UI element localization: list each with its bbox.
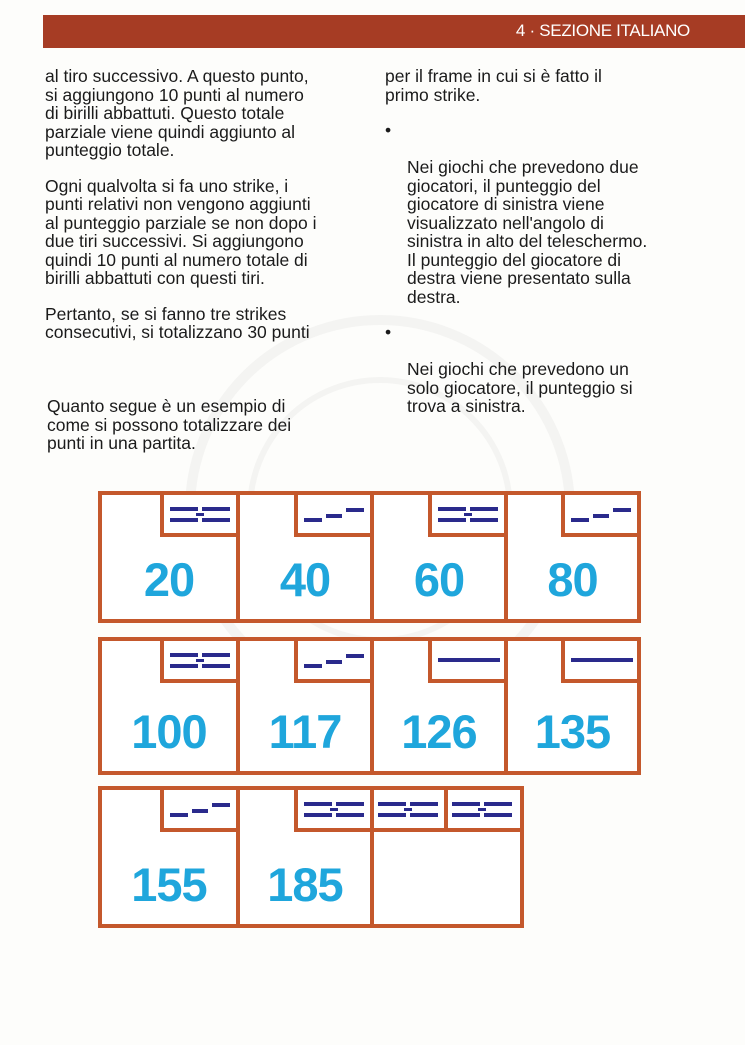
frame-cell bbox=[370, 641, 504, 771]
frame-score: 60 bbox=[413, 553, 465, 606]
mark-box bbox=[160, 790, 236, 832]
bullet-dot: • bbox=[385, 322, 392, 342]
mark-box bbox=[160, 495, 236, 537]
bullet-item bbox=[385, 121, 705, 306]
frame-score: 117 bbox=[268, 705, 342, 758]
mark-box bbox=[428, 495, 504, 537]
strike-mark-icon bbox=[170, 504, 232, 528]
frame-score: 126 bbox=[401, 705, 477, 758]
scorecard-row-3 bbox=[98, 786, 524, 928]
mark-box bbox=[561, 495, 637, 537]
strike-mark-icon bbox=[438, 504, 500, 528]
spare-mark-icon bbox=[304, 504, 366, 528]
frame-score: 135 bbox=[534, 705, 611, 758]
mark-box bbox=[374, 790, 444, 832]
frame-score: 100 bbox=[131, 705, 207, 758]
frame-cell bbox=[236, 641, 370, 771]
mark-box bbox=[294, 495, 370, 537]
tenth-frame-cell bbox=[370, 790, 520, 924]
example-intro: Quanto segue è un esempio di come si possono totalizzare dei punti in una partita. bbox=[47, 396, 292, 453]
right-text-column bbox=[385, 67, 705, 433]
spare-mark-icon bbox=[571, 504, 633, 528]
bullet-text: Nei giochi che prevedono due giocatori, il punteggio del giocatore di sinistra viene visualizzato nell'angolo di sinistra in alto del teleschermo. Il punteggio del giocatore di destra viene presentato sulla destra. bbox=[407, 157, 648, 307]
mark-box bbox=[294, 790, 370, 832]
open-mark-icon bbox=[438, 650, 500, 674]
paragraph: Ogni qualvolta si fa uno strike, i punti relativi non vengono aggiunti al punteggio parziale se non dopo i due tiri successivi. Si aggiungono quindi 10 punti al numero totale di birilli abbattuti con questi tiri. bbox=[45, 175, 317, 288]
strike-mark-icon bbox=[452, 799, 514, 823]
frame-score: 185 bbox=[267, 858, 343, 911]
left-text-column bbox=[45, 67, 355, 359]
frame-score: 20 bbox=[143, 553, 195, 606]
mark-box bbox=[428, 641, 504, 683]
frame-score: 155 bbox=[131, 858, 207, 911]
scorecard-row-1 bbox=[98, 491, 641, 623]
paragraph: per il frame in cui si è fatto il primo strike. bbox=[385, 66, 602, 105]
bullet-text: Nei giochi che prevedono un solo giocatore, il punteggio si trova a sinistra. bbox=[407, 359, 633, 416]
frame-score: 80 bbox=[547, 553, 598, 606]
mark-box bbox=[294, 641, 370, 683]
spare-mark-icon bbox=[304, 650, 366, 674]
bullet-dot: • bbox=[385, 120, 392, 140]
section-header-bar bbox=[43, 15, 745, 48]
frame-cell bbox=[102, 495, 236, 619]
mark-box bbox=[160, 641, 236, 683]
frame-cell bbox=[504, 641, 637, 771]
mark-box bbox=[444, 790, 520, 832]
frame-score: 40 bbox=[279, 553, 331, 606]
bullet-item bbox=[385, 323, 705, 416]
scorecard-row-2 bbox=[98, 637, 641, 775]
strike-mark-icon bbox=[378, 799, 440, 823]
mark-box bbox=[561, 641, 637, 683]
frame-cell bbox=[504, 495, 637, 619]
frame-cell bbox=[370, 495, 504, 619]
spare-mark-icon bbox=[170, 799, 232, 823]
frame-cell bbox=[102, 790, 236, 924]
strike-mark-icon bbox=[304, 799, 366, 823]
strike-mark-icon bbox=[170, 650, 232, 674]
paragraph: Pertanto, se si fanno tre strikes consecutivi, si totalizzano 30 punti bbox=[45, 303, 310, 342]
open-mark-icon bbox=[571, 650, 633, 674]
frame-cell bbox=[236, 790, 370, 924]
paragraph: al tiro successivo. A questo punto, si aggiungono 10 punti al numero di birilli abbattuti. Questo totale parziale viene quindi aggiunto al punteggio totale. bbox=[45, 66, 309, 160]
frame-cell bbox=[236, 495, 370, 619]
frame-cell bbox=[102, 641, 236, 771]
section-title: 4 · SEZIONE ITALIANO bbox=[515, 21, 690, 40]
